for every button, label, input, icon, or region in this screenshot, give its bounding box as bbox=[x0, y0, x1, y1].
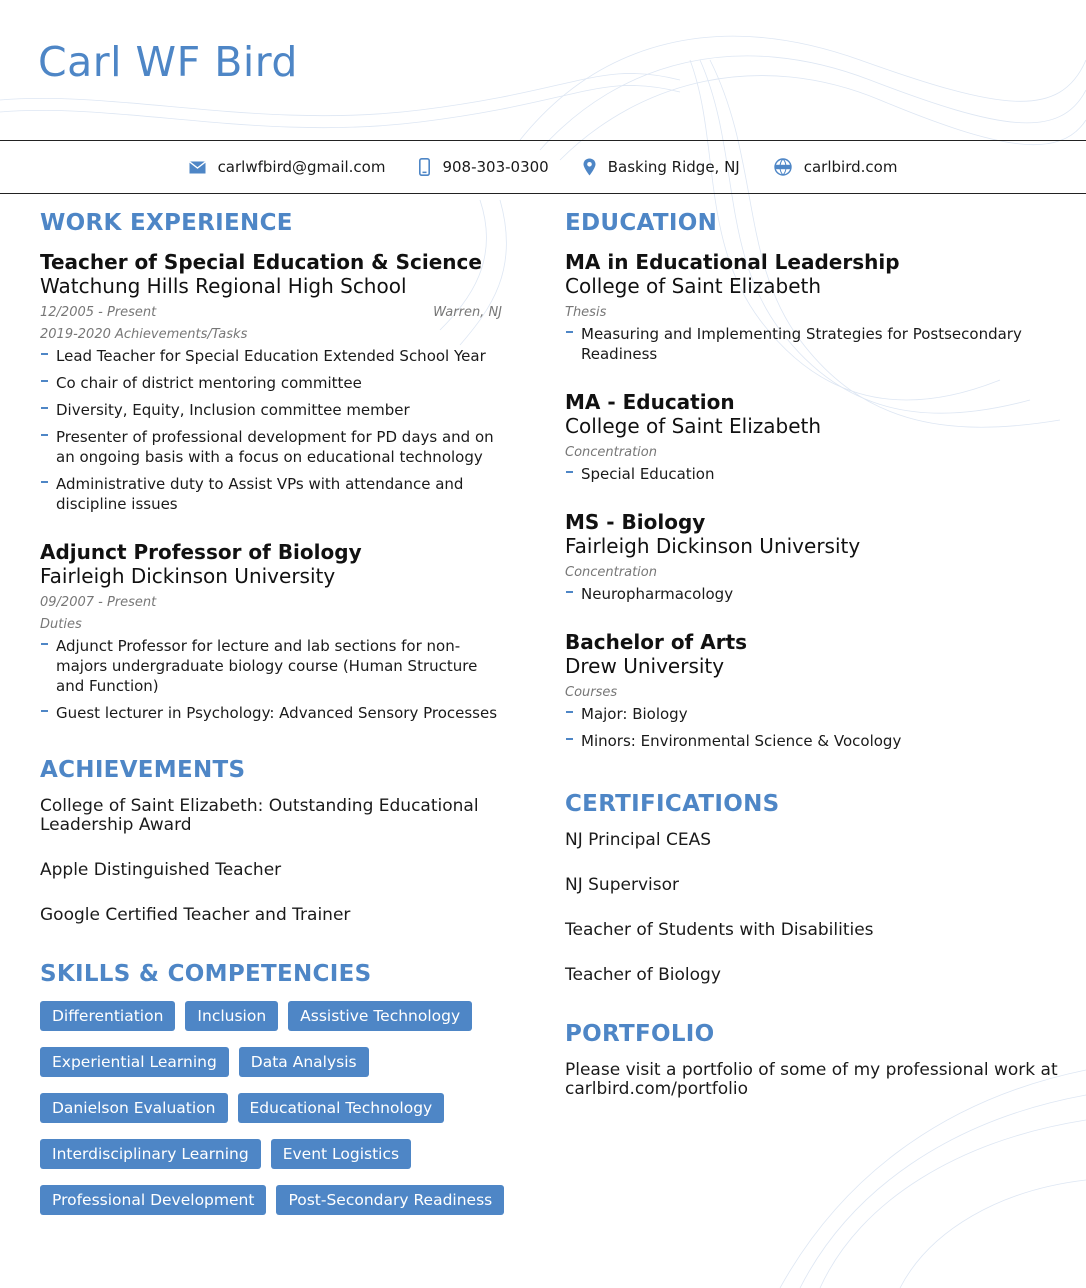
globe-www-icon bbox=[774, 158, 792, 176]
education-section bbox=[565, 210, 1065, 751]
list-item: Measuring and Implementing Strategies for Postsecondary Readiness bbox=[565, 324, 1065, 364]
skill-tag: Assistive Technology bbox=[288, 1001, 472, 1031]
envelope-icon bbox=[189, 161, 206, 174]
skill-tag: Data Analysis bbox=[239, 1047, 369, 1077]
certification-item: NJ Principal CEAS bbox=[565, 830, 712, 850]
achievements-section bbox=[40, 757, 510, 925]
school-name: Fairleigh Dickinson University bbox=[565, 534, 861, 558]
job-dates: 12/2005 - Present bbox=[40, 305, 157, 320]
job-bullets bbox=[40, 636, 510, 723]
skill-tag: Experiential Learning bbox=[40, 1047, 229, 1077]
education-entry bbox=[565, 390, 1065, 484]
job-organization: Fairleigh Dickinson University bbox=[40, 564, 336, 588]
skill-tag: Danielson Evaluation bbox=[40, 1093, 228, 1123]
list-item: Neuropharmacology bbox=[565, 584, 1065, 604]
contact-email[interactable] bbox=[189, 158, 386, 176]
job-title: Adjunct Professor of Biology bbox=[40, 540, 362, 564]
certification-item: NJ Supervisor bbox=[565, 875, 679, 895]
list-item: Lead Teacher for Special Education Extended School Year bbox=[40, 346, 510, 366]
right-column bbox=[565, 210, 1065, 1099]
job-meta bbox=[40, 592, 510, 614]
skill-tag: Inclusion bbox=[185, 1001, 278, 1031]
degree-title: MS - Biology bbox=[565, 510, 706, 534]
contact-phone[interactable] bbox=[419, 158, 548, 176]
certification-item: Teacher of Students with Disabilities bbox=[565, 920, 874, 940]
list-item: Diversity, Equity, Inclusion committee member bbox=[40, 400, 510, 420]
degree-title: MA in Educational Leadership bbox=[565, 250, 900, 274]
list-item: Minors: Environmental Science & Vocology bbox=[565, 731, 1065, 751]
skill-tag: Event Logistics bbox=[271, 1139, 411, 1169]
contact-website[interactable] bbox=[774, 158, 898, 176]
school-name: College of Saint Elizabeth bbox=[565, 274, 822, 298]
education-entry bbox=[565, 250, 1065, 364]
achievement-item: College of Saint Elizabeth: Outstanding Educational Leadership Award bbox=[40, 796, 479, 835]
phone-icon bbox=[419, 158, 430, 176]
left-column bbox=[40, 210, 510, 1215]
education-bullets bbox=[565, 464, 1065, 484]
skill-tag: Professional Development bbox=[40, 1185, 266, 1215]
education-bullets bbox=[565, 584, 1065, 604]
skill-tag: Post-Secondary Readiness bbox=[276, 1185, 504, 1215]
job-dates: 09/2007 - Present bbox=[40, 595, 157, 610]
education-entry bbox=[565, 510, 1065, 604]
job-organization: Watchung Hills Regional High School bbox=[40, 274, 407, 298]
list-item: Special Education bbox=[565, 464, 1065, 484]
job-entry bbox=[40, 540, 510, 723]
achievement-item: Apple Distinguished Teacher bbox=[40, 860, 282, 880]
certifications-section bbox=[565, 791, 1065, 985]
section-title-work-experience: WORK EXPERIENCE bbox=[40, 210, 293, 236]
job-title: Teacher of Special Education & Science bbox=[40, 250, 482, 274]
school-name: College of Saint Elizabeth bbox=[565, 414, 822, 438]
list-item: Presenter of professional development for PD days and on an ongoing basis with a focus on educational technology bbox=[40, 427, 510, 467]
job-list-label: Duties bbox=[40, 617, 82, 632]
contact-location bbox=[583, 158, 740, 176]
location-text: Basking Ridge, NJ bbox=[607, 158, 740, 176]
section-title-achievements: ACHIEVEMENTS bbox=[40, 757, 246, 783]
section-title-skills: SKILLS & COMPETENCIES bbox=[40, 961, 372, 987]
map-pin-icon bbox=[583, 158, 596, 176]
skill-tag: Educational Technology bbox=[238, 1093, 445, 1123]
phone-text[interactable]: 908-303-0300 bbox=[442, 158, 549, 176]
portfolio-text: Please visit a portfolio of some of my professional work at carlbird.com/portfolio bbox=[565, 1060, 1058, 1099]
list-item: Guest lecturer in Psychology: Advanced Sensory Processes bbox=[40, 703, 510, 723]
education-list-label: Concentration bbox=[565, 445, 657, 460]
degree-title: Bachelor of Arts bbox=[565, 630, 748, 654]
job-meta bbox=[40, 302, 510, 324]
skill-tag: Differentiation bbox=[40, 1001, 175, 1031]
skill-tag: Interdisciplinary Learning bbox=[40, 1139, 261, 1169]
portfolio-section bbox=[565, 1021, 1065, 1099]
website-link[interactable]: carlbird.com bbox=[803, 158, 898, 176]
work-experience-section bbox=[40, 210, 510, 723]
skill-tags bbox=[40, 1001, 510, 1215]
education-list-label: Thesis bbox=[565, 305, 607, 320]
list-item: Administrative duty to Assist VPs with attendance and discipline issues bbox=[40, 474, 510, 514]
education-bullets bbox=[565, 704, 1065, 751]
email-text[interactable]: carlwfbird@gmail.com bbox=[217, 158, 386, 176]
section-title-certifications: CERTIFICATIONS bbox=[565, 791, 780, 817]
school-name: Drew University bbox=[565, 654, 725, 678]
certification-item: Teacher of Biology bbox=[565, 965, 721, 985]
achievement-item: Google Certified Teacher and Trainer bbox=[40, 905, 351, 925]
list-item: Adjunct Professor for lecture and lab sections for non-majors undergraduate biology course (Human Structure and Function) bbox=[40, 636, 510, 696]
education-list-label: Concentration bbox=[565, 565, 657, 580]
job-bullets bbox=[40, 346, 510, 514]
education-bullets bbox=[565, 324, 1065, 364]
skills-section bbox=[40, 961, 510, 1215]
contact-bar bbox=[0, 140, 1086, 194]
list-item: Major: Biology bbox=[565, 704, 1065, 724]
list-item: Co chair of district mentoring committee bbox=[40, 373, 510, 393]
section-title-portfolio: PORTFOLIO bbox=[565, 1021, 715, 1047]
education-entry bbox=[565, 630, 1065, 751]
education-list-label: Courses bbox=[565, 685, 618, 700]
job-entry bbox=[40, 250, 510, 514]
job-list-label: 2019-2020 Achievements/Tasks bbox=[40, 327, 248, 342]
degree-title: MA - Education bbox=[565, 390, 735, 414]
candidate-name: Carl WF Bird bbox=[38, 38, 298, 86]
job-location: Warren, NJ bbox=[433, 305, 502, 320]
section-title-education: EDUCATION bbox=[565, 210, 718, 236]
